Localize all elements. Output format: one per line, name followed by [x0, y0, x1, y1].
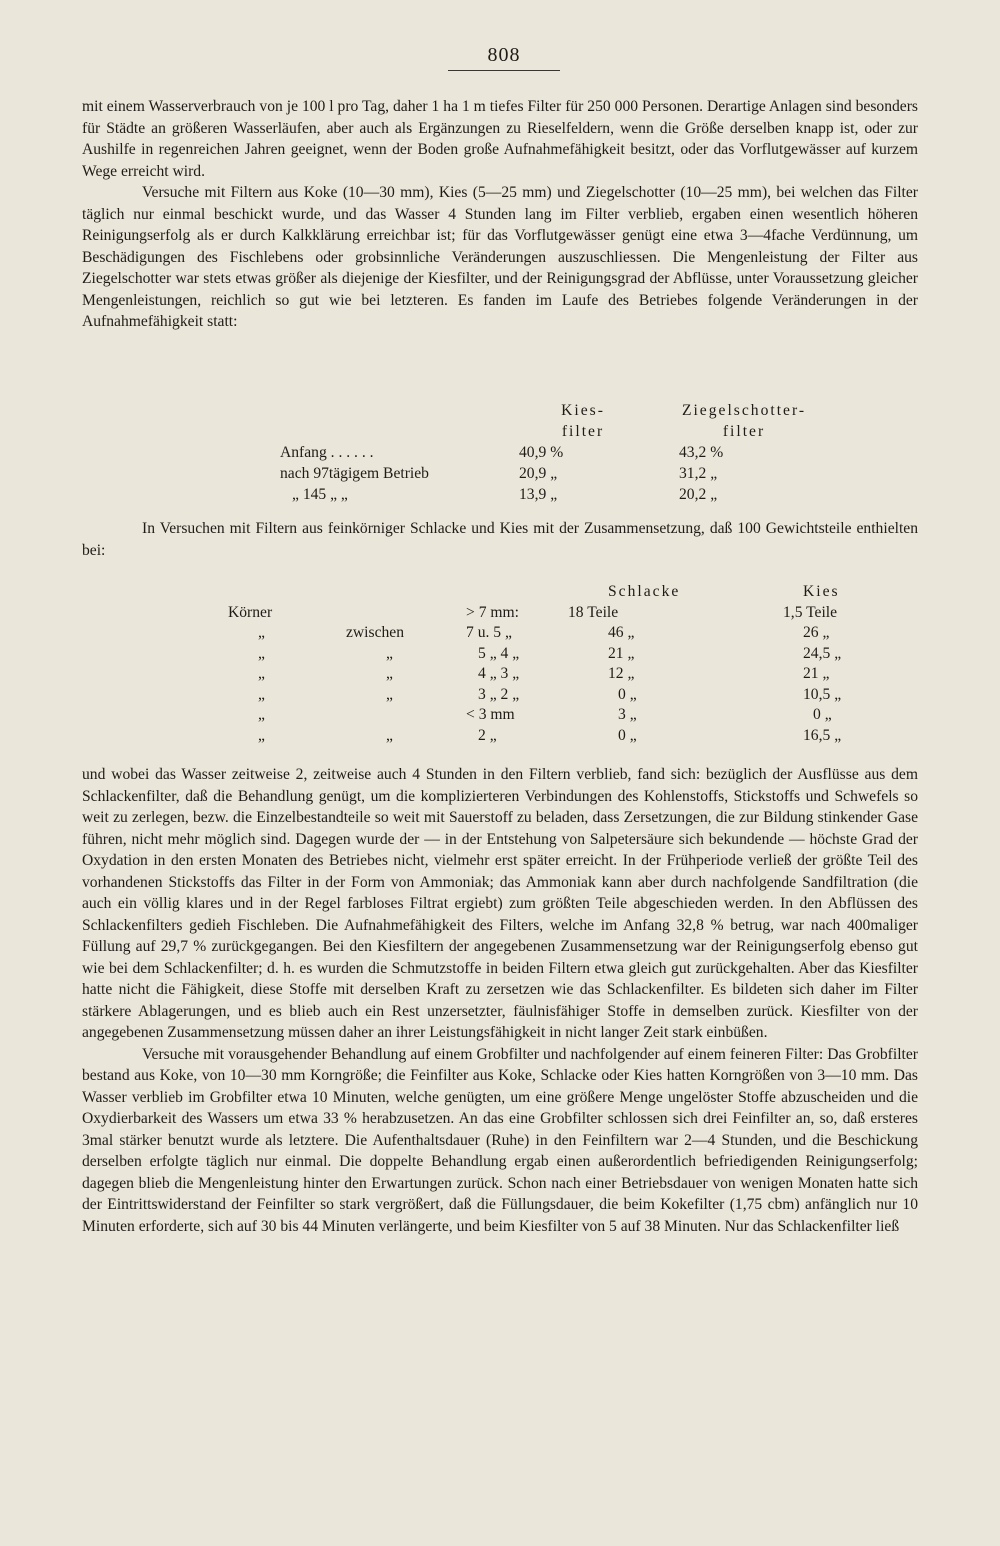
table-row [280, 463, 839, 484]
text-block-top [82, 96, 918, 333]
absorption-table [280, 400, 839, 505]
table-cell: „ [258, 726, 265, 744]
paragraph-5: Versuche mit vorausgehender Behandlung auf einem Grobfilter und nachfolgender auf einem feineren Filter: Das Grobfilter bestand aus Koke, von 10—30 mm Korngröße; die Feinfilter aus Koke, Schlacke oder Kies hatten Korngrößen von 3—10 mm. Das Wasser verblieb im Grobfilter etwa 10 Minuten, welche genügten, um eine größere Menge ungelöster Stoffe abzuscheiden und die Oxydierbarkeit des Wassers um etwa 33 % herabzusetzen. An das eine Grobfilter schlossen sich drei Feinfilter an, so, daß ersteres 3mal stärker benutzt wurde als letztere. Die Aufenthaltsdauer (Ruhe) in den Feinfiltern war 2—4 Stunden, und die Beschickung derselben erfolgte täglich nur einmal. Die doppelte Behandlung ergab einen außerordentlich befriedigenden Reinigungserfolg; dagegen blieb die Mengenleistung hinter den Erwartungen zurück. Schon nach einer Betriebsdauer von wenigen Monaten hatte sich der Eintrittswiderstand der Feinfilter so stark vergrößert, daß die Füllungsdauer, die beim Kokefilter (1,75 cbm) anfänglich nur 10 Minuten erforderte, sich auf 30 bis 44 Minuten verlängerte, und beim Kiesfilter von 5 auf 38 Minuten. Nur das Schlackenfilter ließ [82, 1045, 918, 1235]
table-cell [346, 603, 466, 624]
table-cell: „ [386, 665, 393, 682]
table-cell [346, 582, 466, 603]
table-cell: 7 u. 5 „ [466, 624, 512, 641]
table-cell: 0 „ [813, 706, 832, 723]
table-header-cell: Ziegelschotter- [681, 402, 807, 419]
table-header-cell: Schlacke [608, 583, 681, 600]
table-cell: „ [258, 624, 265, 641]
table-cell: nach 97tägigem Betrieb [280, 465, 429, 482]
table-row [228, 603, 943, 624]
table-cell: „ [386, 644, 393, 662]
table-cell: 5 „ 4 „ [478, 644, 520, 662]
table-cell: 21 „ [803, 665, 830, 682]
table-cell: 40,9 % [519, 444, 564, 461]
table-header-cell: Kies- [561, 402, 605, 419]
table-cell: „ [258, 685, 265, 703]
paragraph-4: und wobei das Wasser zeitweise 2, zeitweise auch 4 Stunden in den Filtern verblieb, fand sich: bezüglich der Ausflüsse aus dem Schlackenfilter, daß die Behandlung genügt, um die komplizierteren Verbindungen des Kohlenstoffs, Stickstoffs und Schwefels so weit zu zerlegen, bezw. die Einzelbestandteile so weit mit Sauerstoff zu beladen, dass Zersetzungen, die zur Bildung stinkender Gase führen, nicht mehr möglich sind. Dagegen wurde der — in der Entstehung von Salpetersäure sich bekundende — höchste Grad der Oxydation in den ersten Monaten des Betriebes nicht, vielmehr erst später erreicht. In der Frühperiode verließ der größte Teil des vorhandenen Stickstoffs das Filter in der Form von Ammoniak; das Ammoniak kann aber durch nachfolgende Sandfiltration (die auch ein völlig klares und in der Regel farbloses Filtrat ergiebt) zum größten Teile abgeschieden werden. In den Abflüssen des Schlackenfilters gedieh Fischleben. Die Aufnahmefähigkeit des Filters, welche im Anfang 32,8 % betrug, war nach 400maliger Füllung auf 29,7 % zurückgegangen. Bei den Kiesfiltern der angegebenen Zusammensetzung war der Reinigungserfolg ebenso gut wie bei dem Schlackenfilter; d. h. es wurden die Schmutzstoffe in beiden Filtern etwa gleich gut zurückgehalten. Aber das Kiesfilter hatte nicht die Fähigkeit, diese Stoffe mit derselben Kraft zu zersetzen wie das Schlackenfilter. Es bildeten sich daher im Filter stärkere Ablagerungen, und es blieb auch ein Rest unzersetzter, fäulnisfähiger Stoffe in demselben zurück. Kiesfilter von der angegebenen Zusammensetzung müssen daher an ihrer Leistungsfähigkeit in nicht langer Zeit stark einbüßen. [82, 766, 918, 1041]
table-cell: < 3 mm [466, 706, 515, 723]
table-header-cell: Kies [803, 583, 840, 600]
page-number: 808 [448, 44, 560, 71]
table-cell: 1,5 Teile [783, 603, 838, 621]
table-header-row [280, 421, 839, 442]
table-cell: 3 „ [618, 706, 637, 723]
table-header-cell: filter [722, 423, 766, 440]
table-cell: zwischen [346, 624, 405, 641]
table-cell: „ [258, 665, 265, 682]
table-cell: > 7 mm: [466, 603, 519, 621]
table-row [280, 484, 839, 505]
table-cell: 46 „ [608, 624, 635, 641]
table-row [228, 726, 943, 747]
table-cell: 16,5 „ [803, 726, 842, 744]
table-row [228, 685, 943, 706]
paragraph-2: Versuche mit Filtern aus Koke (10—30 mm), Kies (5—25 mm) und Ziegelschotter (10—25 mm), bei welchen das Filter täglich nur einmal beschickt wurde, und das Wasser 4 Stunden lang im Filter verblieb, ergaben einen wesentlich höheren Reinigungserfolg als er durch Kalkklärung erreichbar ist; für das Vorflutgewässer genügt eine etwa 3—4fache Verdünnung, um Beschädigungen des Fischlebens oder grobsinnliche Veränderungen auszuschliessen. Die Mengenleistung der Filter aus Ziegelschotter war stets etwas größer als diejenige der Kiesfilter, und der Reinigungsgrad der Abflüsse, unter Voraussetzung gleicher Mengenleistungen, reichlich so gut wie bei letzteren. Es fanden im Laufe des Betriebes folgende Veränderungen in der Aufnahmefähigkeit statt: [82, 184, 918, 330]
table-cell [280, 421, 517, 442]
table-cell: „ [258, 644, 265, 662]
table-cell: 10,5 „ [803, 685, 842, 703]
table-cell: „ [386, 685, 393, 703]
table-cell: 26 „ [803, 624, 830, 641]
table-header-row [280, 400, 839, 421]
table-cell [228, 582, 346, 603]
table-cell: 13,9 „ [519, 486, 558, 503]
table-cell: Körner [228, 603, 273, 621]
table-cell: Anfang . . . . . . [280, 444, 374, 461]
table-cell: 12 „ [608, 665, 635, 682]
table-row [280, 442, 839, 463]
text-block-bottom [82, 764, 918, 1237]
table-cell: 20,9 „ [519, 465, 558, 482]
table-header-cell: filter [561, 423, 605, 440]
table-cell: 24,5 „ [803, 644, 842, 662]
table-cell: 3 „ 2 „ [478, 685, 520, 703]
table-cell: 2 „ [478, 726, 497, 744]
table-cell: „ [386, 726, 393, 744]
table-cell: 20,2 „ [679, 486, 718, 503]
table-cell [280, 400, 517, 421]
table-cell: „ 145 „ „ [292, 486, 348, 503]
table-cell [466, 582, 568, 603]
table-header-row [228, 582, 943, 603]
paragraph-1: mit einem Wasserverbrauch von je 100 l pro Tag, daher 1 ha 1 m tiefes Filter für 250 000 Personen. Derartige Anlagen sind besonders für Städte an größeren Wasserläufen, aber auch als Ergänzungen zu Rieselfeldern, wenn die Größe derselben knapp ist, oder zur Aushilfe in regenreichen Jahren geeignet, wenn der Boden große Aufnahmefähigkeit besitzt, oder das Vorflutgewässer auf kurzem Wege erreicht wird. [82, 98, 918, 180]
table-cell: „ [258, 706, 265, 723]
table-cell [346, 705, 466, 726]
table-row [228, 705, 943, 726]
table-row [228, 664, 943, 685]
table-cell: 43,2 % [679, 444, 724, 461]
table-cell: 31,2 „ [679, 465, 718, 482]
grain-size-table [228, 582, 943, 746]
table-cell: 0 „ [618, 726, 637, 744]
paragraph-3: In Versuchen mit Filtern aus feinkörniger Schlacke und Kies mit der Zusammensetzung, daß 100 Gewichtsteile enthielten bei: [82, 520, 918, 559]
table-cell: 0 „ [618, 685, 637, 703]
table-row [228, 644, 943, 665]
table-row [228, 623, 943, 644]
table-cell: 4 „ 3 „ [478, 665, 520, 682]
table-cell: 21 „ [608, 644, 635, 662]
table-cell: 18 Teile [568, 603, 619, 621]
